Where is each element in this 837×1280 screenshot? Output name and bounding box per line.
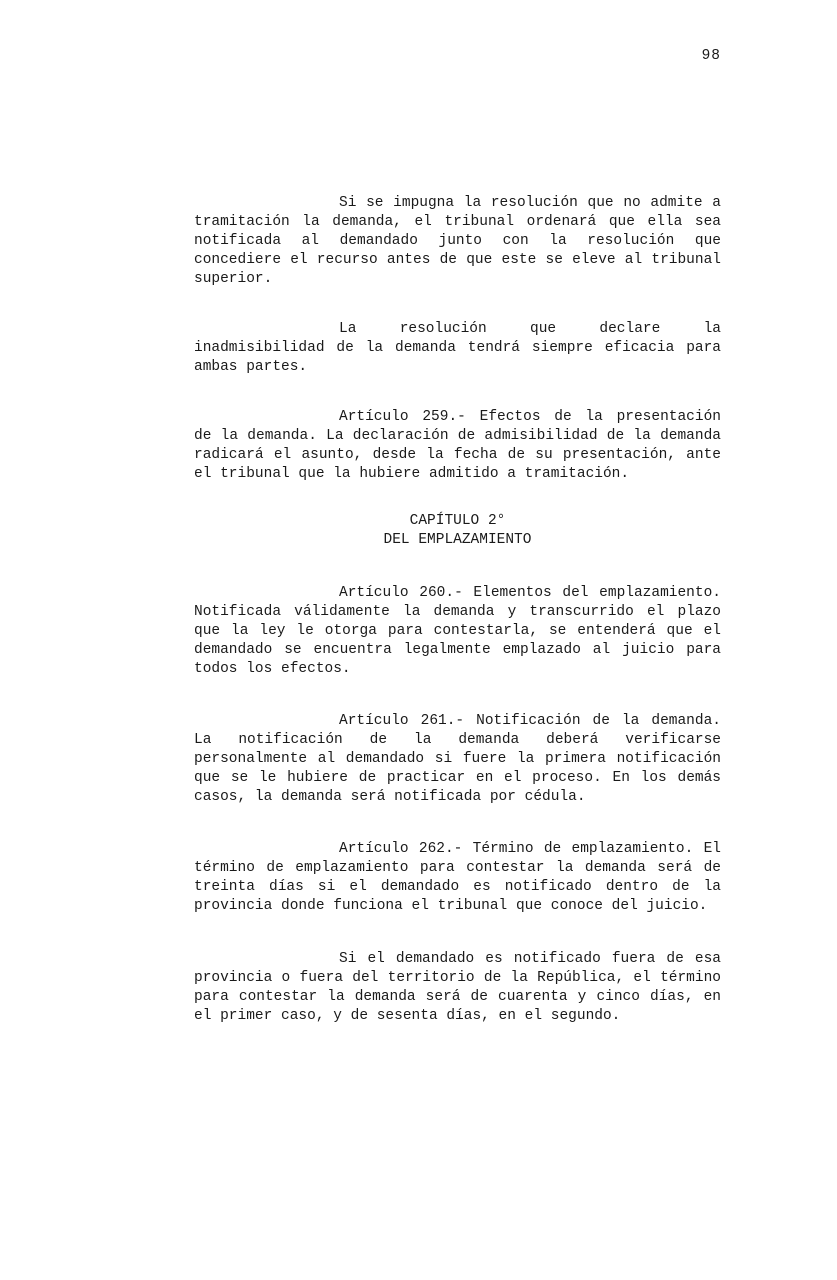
paragraph-fuera-provincia: Si el demandado es notificado fuera de esa provincia o fuera del territorio de la República, el término para contestar la demanda será de cuarenta y cinco días, en el primer caso, y de sesenta días, en el segundo. [194, 951, 721, 1024]
article-260: Artículo 260.- Elementos del emplazamiento. Notificada válidamente la demanda y transcurrido el plazo que la ley le otorga para contestarla, se entenderá que el demandado se encuentra legalmente emplazado al juicio para todos los efectos. [194, 585, 721, 677]
chapter-title: DEL EMPLAZAMIENTO [383, 532, 532, 548]
page-number: 98 [701, 48, 721, 64]
paragraph-inadmisibilidad: La resolución que declare la inadmisibilidad de la demanda tendrá siempre eficacia para ambas partes. [194, 321, 721, 375]
chapter-number: CAPÍTULO 2° [409, 513, 506, 529]
paragraph-impugnacion: Si se impugna la resolución que no admite a tramitación la demanda, el tribunal ordenará que ella sea notificada al demandado junto con la resolución que concediere el recurso antes de que este se eleve al tribunal superior. [194, 195, 721, 287]
article-262: Artículo 262.- Término de emplazamiento. El término de emplazamiento para contestar la demanda será de treinta días si el demandado es notificado dentro de la provincia donde funciona el tribunal que conoce del juicio. [194, 841, 721, 914]
article-261: Artículo 261.- Notificación de la demanda. La notificación de la demanda deberá verificarse personalmente al demandado si fuere la primera notificación que se le hubiere de practicar en el proceso. En los demás casos, la demanda será notificada por cédula. [194, 713, 721, 805]
document-body [194, 194, 721, 1026]
article-259: Artículo 259.- Efectos de la presentación de la demanda. La declaración de admisibilidad de la demanda radicará el asunto, desde la fecha de su presentación, ante el tribunal que la hubiere admitido a tramitación. [194, 409, 721, 482]
